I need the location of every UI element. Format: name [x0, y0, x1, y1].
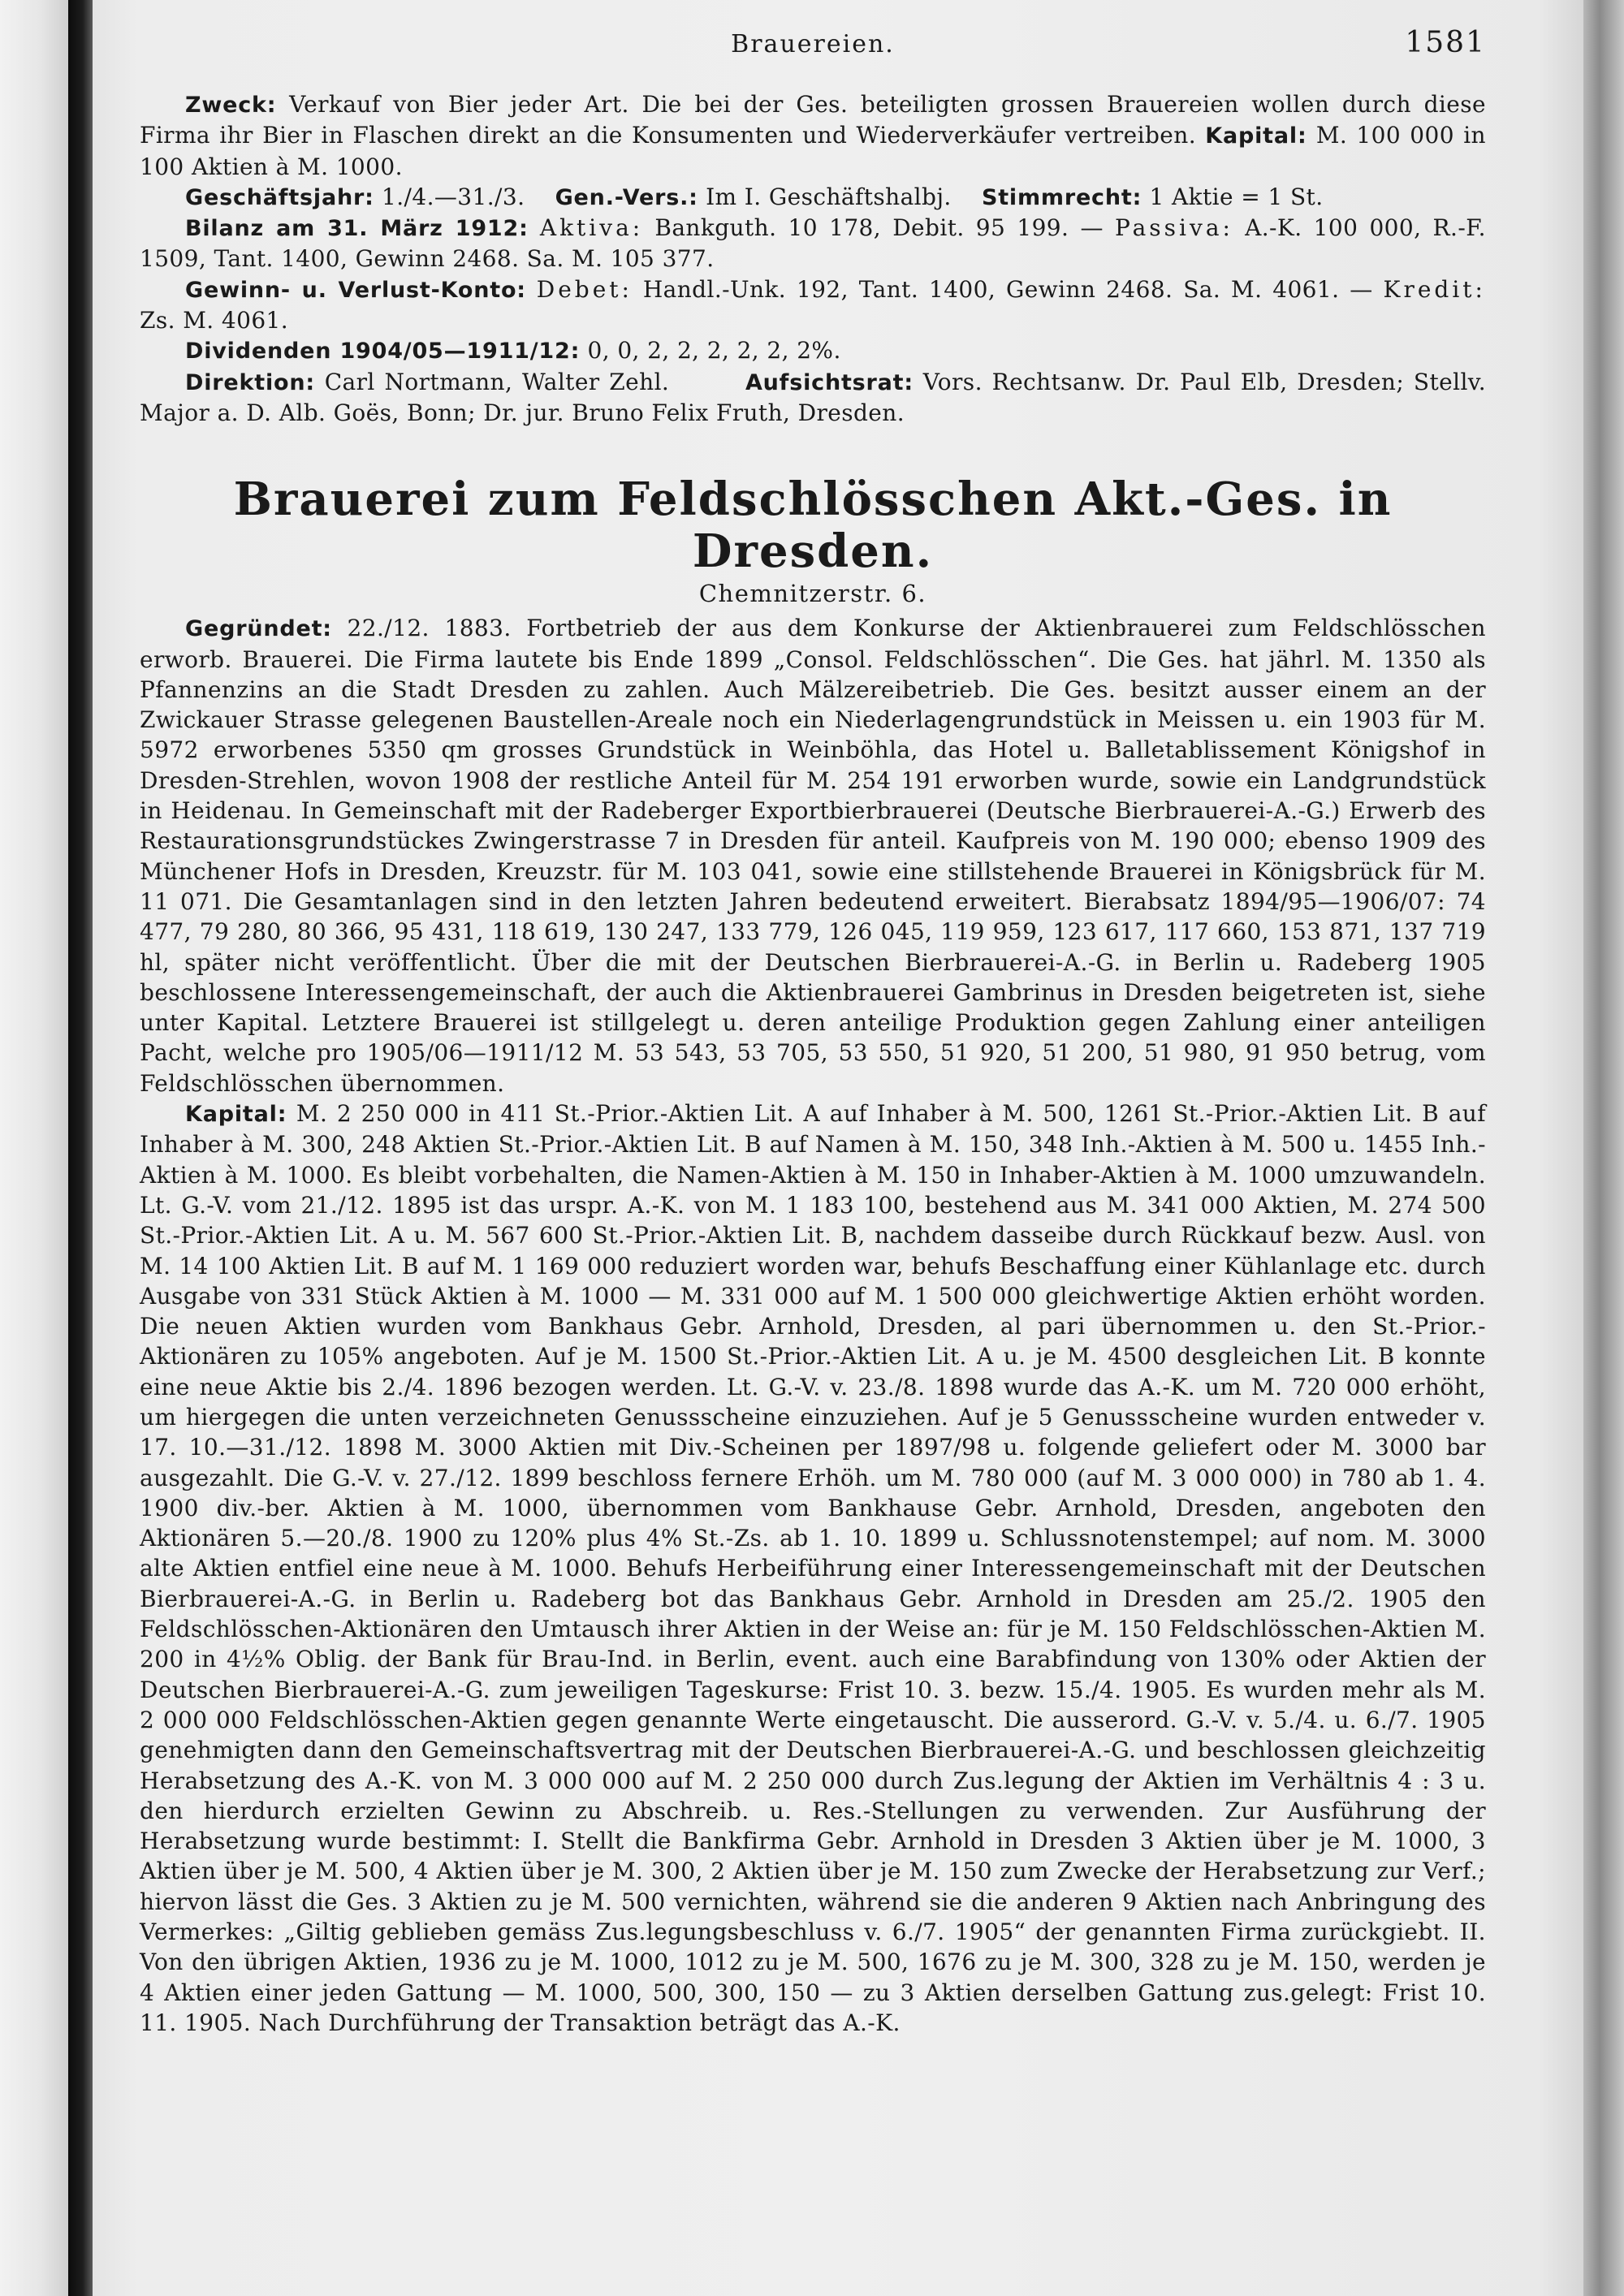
passiva-text: A.-K. 100 000, R.-F. 1509, Tant. 1400, Gewinn 2468. Sa. M. 105 377.	[140, 214, 1486, 273]
aufsichtsrat-label: Aufsichtsrat:	[745, 369, 914, 395]
prev-kapital-label: Kapital:	[1205, 123, 1307, 149]
zweck-label: Zweck:	[185, 93, 277, 118]
gegruendet-label: Gegründet:	[185, 616, 332, 642]
passiva-label: Passiva:	[1115, 214, 1233, 242]
bilanz-paragraph	[140, 213, 1486, 274]
book-spine	[68, 0, 93, 2296]
stimmrecht-text: 1 Aktie = 1 St.	[1149, 183, 1324, 210]
dividenden-text: 0, 0, 2, 2, 2, 2, 2, 2%.	[587, 337, 841, 365]
genvers-text: Im I. Geschäftshalbj.	[706, 183, 952, 210]
firm-title: Brauerei zum Feldschlösschen Akt.-Ges. in Dresden.	[233, 473, 1393, 579]
zweck-text: Verkauf von Bier jeder Art. Die bei der Ges. beteiligten grossen Brauereien wollen durch diese Firma ihr Bier in Flaschen direkt an die Konsumenten und Wiederverkäufer vertreiben.	[140, 91, 1486, 149]
genvers-label: Gen.-Vers.:	[555, 184, 698, 210]
geschaeftsjahr-paragraph	[140, 182, 1486, 213]
aktiva-text: Bankguth. 10 178, Debit. 95 199. —	[654, 214, 1104, 242]
zweck-paragraph	[140, 89, 1486, 182]
gewinn-verlust-label: Gewinn- u. Verlust-Konto:	[185, 277, 526, 303]
direktion-paragraph	[140, 367, 1486, 429]
debet-text: Handl.-Unk. 192, Tant. 1400, Gewinn 2468. Sa. M. 4061. —	[642, 275, 1373, 303]
gegruendet-text: 22./12. 1883. Fortbetrieb der aus dem Konkurse der Aktienbrauerei zum Feldschlösschen erworb. Brauerei. Die Firma lautete bis Ende 1899 „Consol. Feldschlösschen“. Die Ges. hat jährl. M. 1350 als Pfannenzins an die Stadt Dresden zu zahlen. Auch Mälzereibetrieb. Die Ges. besitzt ausser einem an der Zwickauer Strasse gelegenen Baustellen-Areale noch ein Niederlagengrundstück in Meissen u. ein 1903 für M. 5972 erworbenes 5350 qm grosses Grundstück in Weinböhla, das Hotel u. Balletablissement Königshof in Dresden-Strehlen, wovon 1908 der restliche Anteil für M. 254 191 erworben wurde, sowie ein Landgrundstück in Heidenau. In Gemeinschaft mit der Radeberger Exportbierbrauerei (Deutsche Bierbrauerei-A.-G.) Erwerb des Restaurationsgrundstückes Zwingerstrasse 7 in Dresden für anteil. Kaufpreis von M. 190 000; ebenso 1909 des Münchener Hofs in Dresden, Kreuzstr. für M. 103 041, sowie eine stillstehende Brauerei in Königsbrück für M. 11 071. Die Gesamtanlagen sind in den letzten Jahren bedeutend erweitert. Bierabsatz 1894/95—1906/07: 74 477, 79 280, 80 366, 95 431, 118 619, 130 247, 133 779, 126 045, 119 959, 123 617, 117 660, 153 871, 137 719 hl, später nicht veröffentlicht. Über die mit der Deutschen Bierbrauerei-A.-G. in Berlin u. Radeberg 1905 beschlossene Interessengemeinschaft, der auch die Aktienbrauerei Gambrinus in Dresden beigetreten ist, siehe unter Kapital. Letztere Brauerei ist stillgelegt u. deren anteilige Produktion gegen Zahlung einer anteiligen Pacht, welche pro 1905/06—1911/12 M. 53 543, 53 705, 53 550, 51 920, 51 200, 51 980, 91 950 betrug, vom Feldschlösschen übernommen.	[140, 615, 1486, 1097]
page-content	[140, 26, 1487, 2038]
gegruendet-paragraph	[140, 613, 1486, 1098]
aktiva-label: Aktiva:	[539, 214, 644, 242]
dividenden-label: Dividenden 1904/05—1911/12:	[185, 339, 581, 365]
kredit-text: Zs. M. 4061.	[140, 307, 289, 334]
aufsichtsrat-text: Vors. Rechtsanw. Dr. Paul Elb, Dresden; Stellv. Major a. D. Alb. Goës, Bonn; Dr. jur. Bruno Felix Fruth, Dresden.	[140, 368, 1487, 426]
page-number: 1581	[1405, 26, 1486, 59]
running-title: Brauereien.	[731, 30, 895, 58]
kredit-label: Kredit:	[1383, 275, 1486, 303]
direktion-label: Direktion:	[185, 369, 315, 395]
debet-label: Debet:	[536, 275, 633, 303]
running-header	[140, 26, 1486, 67]
bilanz-label: Bilanz am 31. März 1912:	[185, 216, 529, 242]
book-page	[93, 0, 1583, 2296]
kapital-paragraph	[140, 1098, 1486, 2038]
geschaeftsjahr-text: 1./4.—31./3.	[382, 183, 525, 210]
stimmrecht-label: Stimmrecht:	[981, 184, 1142, 210]
gewinn-verlust-paragraph	[140, 274, 1486, 336]
prev-kapital-text: M. 100 000 in 100 Aktien à M. 1000.	[140, 122, 1486, 180]
scan-left-margin	[0, 0, 68, 2296]
dividenden-paragraph	[140, 335, 1486, 366]
geschaeftsjahr-label: Geschäftsjahr:	[185, 184, 374, 210]
firm-address: Chemnitzerstr. 6.	[698, 580, 927, 608]
scan-right-edge	[1583, 0, 1624, 2296]
kapital-text: M. 2 250 000 in 411 St.-Prior.-Aktien Lit. A auf Inhaber à M. 500, 1261 St.-Prior.-Aktien Lit. B auf Inhaber à M. 300, 248 Aktien St.-Prior.-Aktien Lit. B auf Namen à M. 150, 348 Inh.-Aktien à M. 500 u. 1455 Inh.-Aktien à M. 1000. Es bleibt vorbehalten, die Namen-Aktien à M. 150 in Inhaber-Aktien à M. 1000 umzuwandeln. Lt. G.-V. vom 21./12. 1895 ist das urspr. A.-K. von M. 1 183 100, bestehend aus M. 341 000 Aktien, M. 274 500 St.-Prior.-Aktien Lit. A u. M. 567 600 St.-Prior.-Aktien Lit. B, nachdem dasseibe durch Rückkauf bezw. Ausl. von M. 14 100 Aktien Lit. B auf M. 1 169 000 reduziert worden war, behufs Beschaffung einer Kühlanlage etc. durch Ausgabe von 331 Stück Aktien à M. 1000 — M. 331 000 auf M. 1 500 000 gleichwertige Aktien erhöht worden. Die neuen Aktien wurden vom Bankhaus Gebr. Arnhold, Dresden, al pari übernommen u. den St.-Prior.-Aktionären zu 105% angeboten. Auf je M. 1500 St.-Prior.-Aktien Lit. A u. je M. 4500 desgleichen Lit. B konnte eine neue Aktie bis 2./4. 1896 bezogen werden. Lt. G.-V. v. 23./8. 1898 wurde das A.-K. um M. 720 000 erhöht, um hiergegen die unten verzeichneten Genussscheine einzuziehen. Auf je 5 Genussscheine wurden entweder v. 17. 10.—31./12. 1898 M. 3000 Aktien mit Div.-Scheinen per 1897/98 u. folgende geliefert oder M. 3000 bar ausgezahlt. Die G.-V. v. 27./12. 1899 beschloss fernere Erhöh. um M. 780 000 (auf M. 3 000 000) in 780 ab 1. 4. 1900 div.-ber. Aktien à M. 1000, übernommen vom Bankhause Gebr. Arnhold, Dresden, angeboten den Aktionären 5.—20./8. 1900 zu 120% plus 4% St.-Zs. ab 1. 10. 1899 u. Schlussnotenstempel; auf nom. M. 3000 alte Aktien entfiel eine neue à M. 1000. Behufs Herbeiführung einer Interessengemeinschaft mit der Deutschen Bierbrauerei-A.-G. in Berlin u. Radeberg bot das Bankhaus Gebr. Arnhold in Dresden am 25./2. 1905 den Feldschlösschen-Aktionären den Umtausch ihrer Aktien in der Weise an: für je M. 150 Feldschlösschen-Aktien M. 200 in 4½% Oblig. der Bank für Brau-Ind. in Berlin, event. auch eine Barabfindung von 130% oder Aktien der Deutschen Bierbrauerei-A.-G. zum jeweiligen Tageskurse: Frist 10. 3. bezw. 15./4. 1905. Es wurden mehr als M. 2 000 000 Feldschlösschen-Aktien gegen genannte Werte eingetauscht. Die ausserord. G.-V. v. 5./4. u. 6./7. 1905 genehmigten dann den Gemeinschaftsvertrag mit der Deutschen Bierbrauerei-A.-G. und beschlossen gleichzeitig Herabsetzung des A.-K. von M. 3 000 000 auf M. 2 250 000 durch Zus.legung der Aktien im Verhältnis 4 : 3 u. den hierdurch erzielten Gewinn zu Abschreib. u. Res.-Stellungen zu verwenden. Zur Ausführung der Herabsetzung wurde bestimmt: I. Stellt die Bankfirma Gebr. Arnhold in Dresden 3 Aktien über je M. 1000, 3 Aktien über je M. 500, 4 Aktien über je M. 300, 2 Aktien über je M. 150 zum Zwecke der Herabsetzung zur Verf.; hiervon lässt die Ges. 3 Aktien zu je M. 500 vernichten, während sie die anderen 9 Aktien nach Anbringung des Vermerkes: „Giltig geblieben gemäss Zus.legungsbeschluss v. 6./7. 1905“ der genannten Firma zurückgiebt. II. Von den übrigen Aktien, 1936 zu je M. 1000, 1012 zu je M. 500, 1676 zu je M. 300, 328 zu je M. 150, werden je 4 Aktien einer jeden Gattung — M. 1000, 500, 300, 150 — zu 3 Aktien derselben Gattung zus.gelegt: Frist 10. 11. 1905. Nach Durchführung der Transaktion beträgt das A.-K.	[140, 1100, 1486, 2036]
direktion-text: Carl Nortmann, Walter Zehl.	[324, 368, 670, 395]
kapital-label: Kapital:	[185, 1102, 287, 1128]
